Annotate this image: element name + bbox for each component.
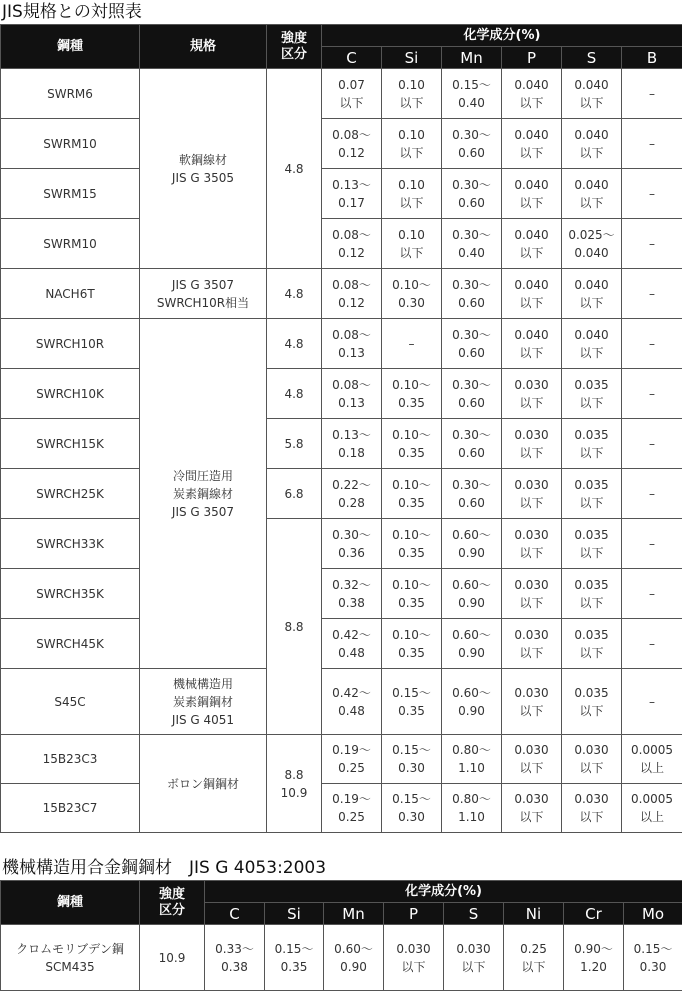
chem-cell-b: – [622,419,682,469]
chem-cell-si: 0.15〜 0.30 [382,784,442,833]
chem-cell-p: 0.030 以下 [502,369,562,419]
t2-si: 0.15〜 0.35 [265,925,324,991]
standard-cell: JIS G 3507 SWRCH10R相当 [140,269,267,319]
chem-cell-c: 0.08〜 0.13 [322,369,382,419]
chem-cell-b: – [622,319,682,369]
t2-header-strength: 強度 区分 [140,881,205,925]
chem-cell-s: 0.025〜 0.040 [562,219,622,269]
table-row [1,784,682,833]
chem-cell-b: – [622,569,682,619]
table1-title: JIS規格との対照表 [2,2,142,22]
t2-grade: クロムモリブデン鋼 SCM435 [1,925,140,991]
chem-cell-c: 0.08〜 0.12 [322,269,382,319]
chem-cell-mn: 0.30〜 0.60 [442,469,502,519]
chem-cell-si: 0.10 以下 [382,219,442,269]
strength-cell: 5.8 [267,419,322,469]
chem-cell-c: 0.07 以下 [322,69,382,119]
grade-cell: SWRM15 [1,169,140,219]
chem-cell-p: 0.040 以下 [502,269,562,319]
chem-cell-b: – [622,219,682,269]
t2-mo: 0.15〜 0.30 [624,925,682,991]
chem-cell-c: 0.19〜 0.25 [322,784,382,833]
strength-cell: 4.8 [267,269,322,319]
chem-cell-p: 0.040 以下 [502,169,562,219]
chem-cell-p: 0.030 以下 [502,669,562,735]
chem-cell-s: 0.035 以下 [562,619,622,669]
chem-cell-c: 0.22〜 0.28 [322,469,382,519]
chem-cell-mn: 0.30〜 0.40 [442,219,502,269]
chem-cell-s: 0.030 以下 [562,784,622,833]
strength-cell: 4.8 [267,319,322,369]
chem-cell-c: 0.30〜 0.36 [322,519,382,569]
table-row [1,319,682,369]
chem-cell-c: 0.13〜 0.18 [322,419,382,469]
alloy-steel-table [0,880,682,991]
chem-cell-s: 0.035 以下 [562,519,622,569]
header-el-p: P [502,47,562,69]
chem-cell-b: – [622,469,682,519]
chem-cell-b: 0.0005 以上 [622,784,682,833]
table-row [1,219,682,269]
chem-cell-mn: 0.60〜 0.90 [442,569,502,619]
chem-cell-s: 0.040 以下 [562,319,622,369]
chem-cell-b: – [622,269,682,319]
t2-header-el-p: P [384,903,444,925]
t2-ni: 0.25 以下 [504,925,564,991]
chem-cell-p: 0.030 以下 [502,419,562,469]
chem-cell-si: 0.15〜 0.35 [382,669,442,735]
standard-cell: 軟鋼線材 JIS G 3505 [140,69,267,269]
chem-cell-si: 0.10〜 0.35 [382,519,442,569]
chem-cell-p: 0.040 以下 [502,69,562,119]
strength-cell: 4.8 [267,369,322,419]
chem-cell-c: 0.19〜 0.25 [322,735,382,784]
table-row [1,925,682,991]
grade-cell: SWRCH45K [1,619,140,669]
t2-header-el-mo: Mo [624,903,682,925]
chem-cell-si: 0.10 以下 [382,69,442,119]
table-row [1,619,682,669]
chem-cell-s: 0.035 以下 [562,669,622,735]
table-row [1,519,682,569]
t2-p: 0.030 以下 [384,925,444,991]
jis-comparison-table [0,24,682,833]
t2-cr: 0.90〜 1.20 [564,925,624,991]
chem-cell-si: 0.10〜 0.35 [382,369,442,419]
standard-cell: 冷間圧造用 炭素鋼線材 JIS G 3507 [140,319,267,669]
header-grade: 鋼種 [1,25,140,69]
grade-cell: SWRCH35K [1,569,140,619]
chem-cell-mn: 0.30〜 0.60 [442,319,502,369]
header-el-mn: Mn [442,47,502,69]
chem-cell-b: – [622,519,682,569]
chem-cell-c: 0.08〜 0.13 [322,319,382,369]
chem-cell-mn: 0.15〜 0.40 [442,69,502,119]
chem-cell-p: 0.040 以下 [502,319,562,369]
table-row [1,119,682,169]
table-row [1,669,682,735]
t2-header-el-ni: Ni [504,903,564,925]
chem-cell-s: 0.040 以下 [562,69,622,119]
chem-cell-mn: 0.60〜 0.90 [442,669,502,735]
t2-strength: 10.9 [140,925,205,991]
grade-cell: SWRM10 [1,119,140,169]
chem-cell-mn: 0.30〜 0.60 [442,169,502,219]
table-row [1,69,682,119]
t2-header-el-s: S [444,903,504,925]
chem-cell-mn: 0.60〜 0.90 [442,519,502,569]
chem-cell-si: 0.10 以下 [382,119,442,169]
grade-cell: S45C [1,669,140,735]
chem-cell-si: 0.10〜 0.35 [382,419,442,469]
grade-cell: SWRCH15K [1,419,140,469]
chem-cell-si: 0.10〜 0.30 [382,269,442,319]
chem-cell-c: 0.42〜 0.48 [322,619,382,669]
strength-cell: 8.8 [267,519,322,735]
chem-cell-c: 0.42〜 0.48 [322,669,382,735]
chem-cell-s: 0.035 以下 [562,419,622,469]
chem-cell-b: – [622,169,682,219]
chem-cell-p: 0.030 以下 [502,784,562,833]
chem-cell-s: 0.040 以下 [562,169,622,219]
chem-cell-mn: 0.60〜 0.90 [442,619,502,669]
table-row [1,419,682,469]
t2-header-el-c: C [205,903,265,925]
chem-cell-c: 0.08〜 0.12 [322,119,382,169]
table-row [1,169,682,219]
header-el-si: Si [382,47,442,69]
t2-header-el-si: Si [265,903,324,925]
chem-cell-p: 0.030 以下 [502,469,562,519]
chem-cell-si: – [382,319,442,369]
chem-cell-p: 0.030 以下 [502,619,562,669]
chem-cell-si: 0.10〜 0.35 [382,619,442,669]
header-el-c: C [322,47,382,69]
header-el-s: S [562,47,622,69]
grade-cell: SWRM10 [1,219,140,269]
strength-cell: 8.8 10.9 [267,735,322,833]
table-row [1,569,682,619]
chem-cell-mn: 0.30〜 0.60 [442,419,502,469]
chem-cell-mn: 0.80〜 1.10 [442,784,502,833]
header-standard: 規格 [140,25,267,69]
chem-cell-s: 0.030 以下 [562,735,622,784]
chem-cell-mn: 0.30〜 0.60 [442,119,502,169]
chem-cell-mn: 0.30〜 0.60 [442,369,502,419]
chem-cell-si: 0.10〜 0.35 [382,469,442,519]
chem-cell-p: 0.040 以下 [502,119,562,169]
chem-cell-c: 0.08〜 0.12 [322,219,382,269]
chem-cell-mn: 0.80〜 1.10 [442,735,502,784]
t2-s: 0.030 以下 [444,925,504,991]
chem-cell-mn: 0.30〜 0.60 [442,269,502,319]
chem-cell-s: 0.035 以下 [562,369,622,419]
grade-cell: SWRCH10K [1,369,140,419]
chem-cell-c: 0.32〜 0.38 [322,569,382,619]
chem-cell-si: 0.15〜 0.30 [382,735,442,784]
header-el-b: B [622,47,682,69]
chem-cell-s: 0.040 以下 [562,269,622,319]
standard-cell: 機械構造用 炭素鋼鋼材 JIS G 4051 [140,669,267,735]
t2-c: 0.33〜 0.38 [205,925,265,991]
t2-header-chem: 化学成分(%) [205,881,682,903]
table-row [1,469,682,519]
chem-cell-s: 0.035 以下 [562,569,622,619]
chem-cell-c: 0.13〜 0.17 [322,169,382,219]
grade-cell: 15B23C7 [1,784,140,833]
chem-cell-b: – [622,669,682,735]
table-row [1,735,682,784]
chem-cell-p: 0.030 以下 [502,735,562,784]
chem-cell-b: – [622,119,682,169]
table-row [1,269,682,319]
chem-cell-b: – [622,369,682,419]
t2-header-el-mn: Mn [324,903,384,925]
chem-cell-si: 0.10 以下 [382,169,442,219]
table2-title: 機械構造用合金鋼鋼材 JIS G 4053:2003 [2,858,327,878]
chem-cell-p: 0.040 以下 [502,219,562,269]
grade-cell: SWRCH25K [1,469,140,519]
grade-cell: SWRCH10R [1,319,140,369]
chem-cell-s: 0.035 以下 [562,469,622,519]
chem-cell-p: 0.030 以下 [502,569,562,619]
t2-header-grade: 鋼種 [1,881,140,925]
chem-cell-si: 0.10〜 0.35 [382,569,442,619]
chem-cell-p: 0.030 以下 [502,519,562,569]
chem-cell-b: 0.0005 以上 [622,735,682,784]
header-strength: 強度 区分 [267,25,322,69]
strength-cell: 4.8 [267,69,322,269]
t2-header-el-cr: Cr [564,903,624,925]
chem-cell-b: – [622,69,682,119]
strength-cell: 6.8 [267,469,322,519]
grade-cell: SWRM6 [1,69,140,119]
grade-cell: SWRCH33K [1,519,140,569]
header-chem: 化学成分(%) [322,25,682,47]
standard-cell: ボロン鋼鋼材 [140,735,267,833]
chem-cell-b: – [622,619,682,669]
grade-cell: 15B23C3 [1,735,140,784]
table-row [1,369,682,419]
chem-cell-s: 0.040 以下 [562,119,622,169]
grade-cell: NACH6T [1,269,140,319]
t2-mn: 0.60〜 0.90 [324,925,384,991]
